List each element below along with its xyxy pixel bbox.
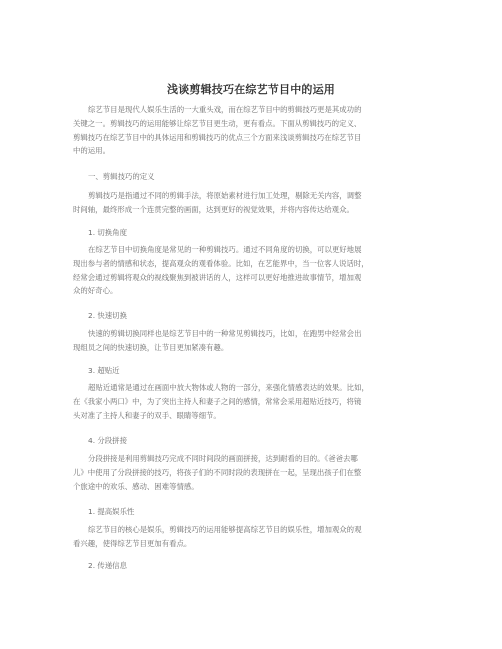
paragraph-line: 现出参与者的情感和状态，提高观众的观看体验。比如，在艺能界中，当一位客人说话时，	[73, 258, 369, 268]
item-heading-angle-switch: 1. 切换角度	[88, 228, 127, 237]
item-close-up-paragraph	[73, 381, 431, 422]
paragraph-line: 快速的剪辑切换同样也是综艺节目中的一种常见剪辑技巧，比如，在跑男中经常会出	[88, 329, 362, 338]
item-heading-information: 2. 传递信息	[88, 561, 127, 570]
item-fast-switch-paragraph	[73, 327, 431, 355]
item-heading-segment-splice: 4. 分段拼接	[88, 436, 127, 445]
paragraph-line: 时间轴，最终形成一个连贯完整的画面，达到更好的视觉效果，并将内容传达给观众。	[73, 204, 354, 214]
paragraph-line: 超贴近通常是通过在画面中放大物体或人物的一部分，来强化情感表达的效果。比如，	[88, 383, 369, 392]
paragraph-line: 现组员之间的快速切换，让节目更加紧凑有趣。	[73, 342, 229, 352]
paragraph-line: 儿》中使用了分段拼接的技巧，将孩子们的不同时段的表现拼在一起，呈现出孩子们在整	[73, 467, 362, 477]
paragraph-line: 头对准了主持人和妻子的双手、眼睛等细节。	[73, 410, 221, 420]
item-angle-switch-paragraph	[73, 243, 431, 298]
paragraph-line: 综艺节目是现代人娱乐生活的一大重头戏，而在综艺节目中的剪辑技巧更是其成功的	[88, 105, 362, 114]
item-heading-close-up: 3. 超贴近	[88, 366, 120, 375]
paragraph-line: 经常会通过剪辑将观众的视线聚焦到被讲话的人，这样可以更好地推进故事情节，增加观	[73, 272, 362, 282]
intro-paragraph	[73, 103, 431, 158]
document-title: 浅谈剪辑技巧在综艺节目中的运用	[167, 83, 335, 96]
section-heading-definition: 一、剪辑技巧的定义	[88, 172, 155, 181]
paragraph-line: 在《我家小两口》中，为了突出主持人和妻子之间的感情，常常会采用超贴近技巧，将镜	[73, 396, 362, 406]
paragraph-line: 分段拼接是利用剪辑技巧完成不同时间段的画面拼接，达到耐看的目的。《爸爸去哪	[88, 454, 358, 463]
item-entertainment-paragraph	[73, 523, 431, 551]
paragraph-line: 中的运用。	[73, 146, 110, 156]
section-definition-paragraph	[73, 189, 431, 217]
paragraph-line: 看兴趣，使得综艺节目更加有看点。	[73, 538, 192, 548]
paragraph-line: 关键之一。剪辑技巧的运用能够让综艺节目更生动，更有看点。下面从剪辑技巧的定义、	[73, 118, 362, 128]
item-segment-splice-paragraph	[73, 452, 431, 493]
paragraph-line: 在综艺节目中切换角度是常见的一种剪辑技巧。通过不同角度的切换，可以更好地展	[88, 245, 362, 254]
paragraph-line: 个旅途中的欢乐、感动、困难等情感。	[73, 481, 199, 491]
paragraph-line: 众的好奇心。	[73, 286, 118, 296]
item-heading-fast-switch: 2. 快速切换	[88, 311, 127, 320]
paragraph-line: 剪辑技巧在综艺节目中的具体运用和剪辑技巧的优点三个方面来浅谈剪辑技巧在综艺节目	[73, 132, 362, 142]
paragraph-line: 剪辑技巧是指通过不同的剪辑手法，将原始素材进行加工处理，剔除无关内容，调整	[88, 191, 362, 200]
item-heading-entertainment: 1. 提高娱乐性	[88, 507, 135, 516]
paragraph-line: 综艺节目的核心是娱乐，剪辑技巧的运用能够提高综艺节目的娱乐性，增加观众的观	[88, 525, 362, 534]
